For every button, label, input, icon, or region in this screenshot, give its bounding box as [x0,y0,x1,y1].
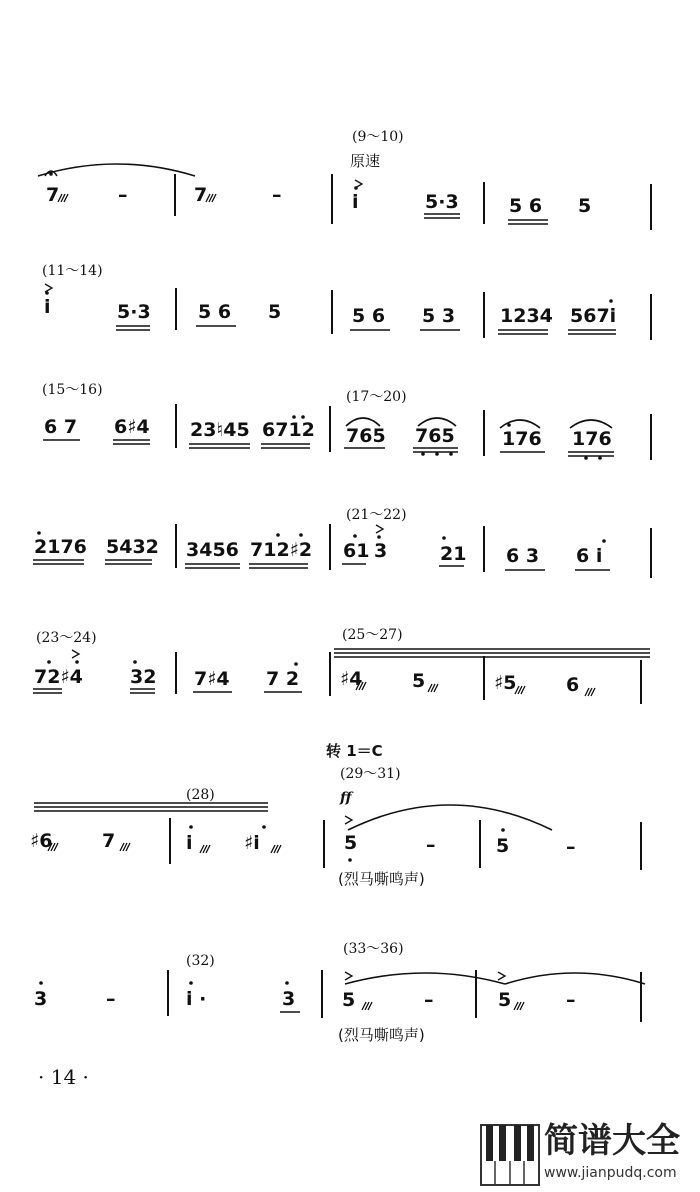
note: ♯5 [494,672,517,694]
measure-range-label: (11～14) [42,263,103,279]
octave-dot [39,981,43,985]
note: 6 3 [506,545,540,567]
octave-dot [348,858,352,862]
note: 5·3 [425,191,459,213]
note: 1234 [500,305,553,327]
note: 72♯4 [34,666,83,688]
accent-mark [345,972,352,980]
note: 21 [440,543,467,565]
note: 5 [412,670,426,692]
slur [570,420,612,428]
note: 7 [46,184,60,206]
note: 23♮45 [190,419,250,441]
octave-dot [449,452,453,456]
accent-mark [376,525,383,533]
note: – [566,989,576,1011]
note: – [272,184,282,206]
octave-dot [47,660,51,664]
octave-dot [299,533,303,537]
octave-dot [377,535,381,539]
note: 6 i [576,545,603,567]
octave-dot [421,452,425,456]
page-number: · 14 · [38,1065,89,1089]
octave-dot [133,660,137,664]
slur [38,164,195,176]
note: 5 3 [422,305,456,327]
note: 7♯4 [194,668,230,690]
note: 32 [130,666,157,688]
note: 7 [102,830,116,852]
watermark-url: www.jianpudq.com [544,1165,677,1181]
octave-dot [501,828,505,832]
note: – [426,834,436,856]
note: ♯4 [340,668,363,690]
octave-dot [75,660,79,664]
octave-dot [602,539,606,543]
measure-range-label: (33～36) [343,941,404,957]
note: 5 [344,832,358,854]
accent-mark [45,284,52,292]
measure-range-label: (15～16) [42,382,103,398]
note: 2176 [34,536,87,558]
note: – [566,836,576,858]
note: – [424,989,434,1011]
piano-keys-icon [480,1124,540,1186]
accent-mark [498,972,505,980]
note: i [352,191,359,213]
watermark-brand: 简谱大全 [544,1121,680,1161]
measure-range-label: (25～27) [342,627,403,643]
note: 5 6 [509,195,543,217]
note: 6 7 [44,416,78,438]
note: 712♯2 [250,539,313,561]
octave-dot [294,662,298,666]
note: 5 [578,195,592,217]
octave-dot [49,172,53,176]
octave-dot [189,825,193,829]
octave-dot [189,981,193,985]
slur [345,973,505,984]
note: 5432 [106,536,159,558]
octave-dot [507,423,511,427]
note: 5 [342,989,356,1011]
note: 6 [566,674,580,696]
octave-dot [442,536,446,540]
note: 3 [374,540,388,562]
measure-range-label: (28) [186,787,215,803]
octave-dot [37,531,41,535]
note: 176 [502,428,542,450]
octave-dot [276,533,280,537]
note: 3456 [186,539,239,561]
note: 5 [268,301,282,323]
measure-range-label: (9～10) [352,129,404,145]
note: 5 6 [352,305,386,327]
note: i [44,296,51,318]
note: 3 [34,988,48,1010]
octave-dot [598,456,602,460]
octave-dot [609,299,613,303]
slur [348,805,552,830]
note: 5 [498,989,512,1011]
octave-dot [354,186,358,190]
note: – [106,988,116,1010]
octave-dot [262,825,266,829]
note: 765 [346,425,386,447]
lyric-annotation: (烈马嘶鸣声) [338,1026,425,1044]
note: i [186,832,193,854]
measure-range-label: (17～20) [346,389,407,405]
dynamic-marking: ff [340,790,352,806]
octave-dot [45,291,49,295]
measure-range-label: (29～31) [340,766,401,782]
note: – [118,184,128,206]
note: 5·3 [117,301,151,323]
note: 765 [415,425,455,447]
note: ♯i [244,832,260,854]
note: 5 [496,835,510,857]
note: 176 [572,428,612,450]
slur [500,420,540,428]
note: 7 [194,184,208,206]
note: 61 [343,540,370,562]
measure-range-label: (23～24) [36,630,97,646]
accent-mark [72,650,79,658]
note: 567i [570,305,617,327]
octave-dot [435,452,439,456]
tempo-marking: 原速 [350,152,381,170]
lyric-annotation: (烈马嘶鸣声) [338,870,425,888]
note: 6♯4 [114,416,150,438]
note: 6712 [262,419,315,441]
note: i · [186,988,207,1010]
octave-dot [285,981,289,985]
accent-mark [345,816,352,824]
watermark [480,1122,698,1188]
note: 3 [282,988,296,1010]
slur [505,973,645,984]
note: 5 6 [198,301,232,323]
note: ♯6 [30,830,53,852]
note: 7 2 [266,668,300,690]
key-change: 转 1＝C [326,742,383,760]
octave-dot [353,534,357,538]
measure-range-label: (32) [186,953,215,969]
octave-dot [584,456,588,460]
measure-range-label: (21～22) [346,507,407,523]
